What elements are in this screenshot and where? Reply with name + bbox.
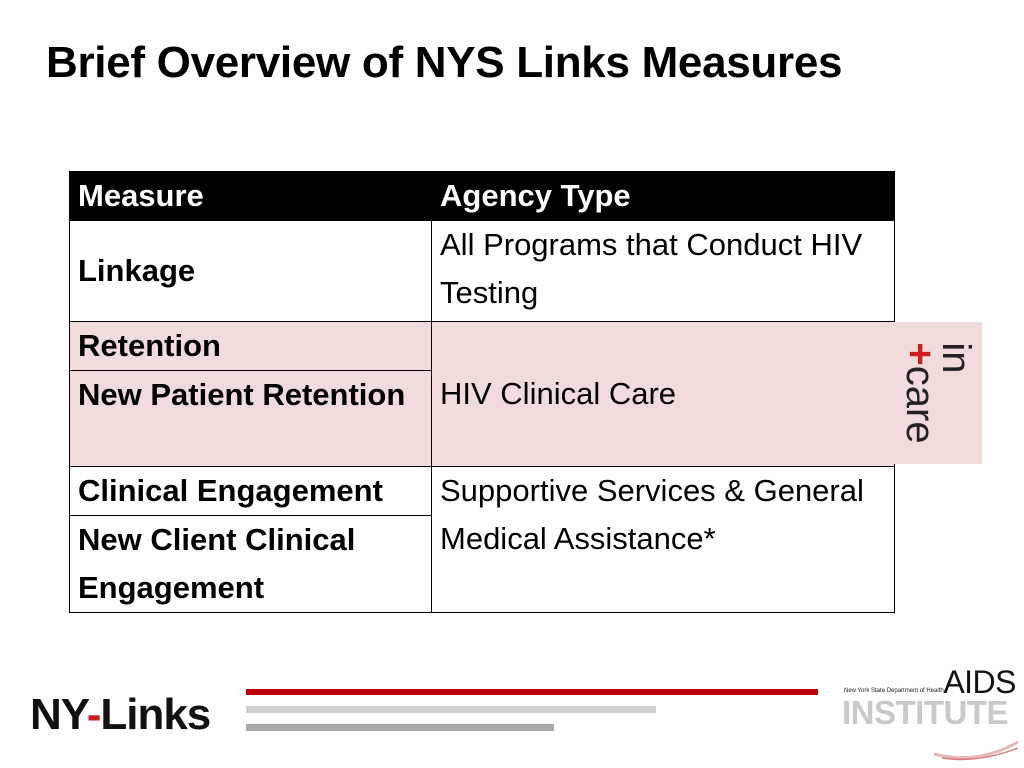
- agency-type-retention: HIV Clinical Care: [432, 322, 895, 467]
- in-care-logo: [898, 342, 978, 444]
- table-header-row: [70, 172, 895, 221]
- footer-divider-gray: [246, 724, 554, 731]
- measure-linkage: Linkage: [70, 221, 432, 322]
- footer-divider-light-gray: [246, 706, 656, 713]
- chain-link-icon: -: [86, 690, 101, 739]
- measure-new-patient-retention: New Patient Retention: [70, 371, 432, 467]
- nylinks-logo-links: Links: [100, 690, 211, 739]
- in-care-badge: [894, 322, 982, 464]
- column-header-agency-type: Agency Type: [432, 172, 895, 221]
- aids-logo-word: AIDS: [943, 664, 1016, 700]
- plus-icon: +: [898, 342, 942, 366]
- swoosh-icon: [932, 734, 1020, 762]
- measures-table: [69, 171, 895, 613]
- agency-type-engagement: Supportive Services & General Medical Assistance*: [432, 467, 895, 613]
- agency-type-linkage: All Programs that Conduct HIV Testing: [432, 221, 895, 322]
- footer-divider-red: [246, 689, 818, 695]
- aids-logo-institute: INSTITUTE: [842, 694, 1008, 731]
- in-care-word-care: care: [898, 365, 942, 444]
- table-row: [70, 221, 895, 322]
- slide-title: Brief Overview of NYS Links Measures: [46, 38, 843, 87]
- aids-logo-department: New York State Department of Health: [844, 688, 944, 694]
- measure-retention: Retention: [70, 322, 432, 371]
- table-row: [70, 322, 895, 371]
- aids-institute-logo: [842, 664, 1020, 764]
- measure-clinical-engagement: Clinical Engagement: [70, 467, 432, 516]
- column-header-measure: Measure: [70, 172, 432, 221]
- nylinks-logo: [30, 690, 210, 740]
- nylinks-logo-ny: NY: [30, 690, 87, 739]
- measure-new-client-clinical-engagement: New Client Clinical Engagement: [70, 516, 432, 613]
- in-care-word-in: in: [934, 342, 978, 374]
- table-row: [70, 467, 895, 516]
